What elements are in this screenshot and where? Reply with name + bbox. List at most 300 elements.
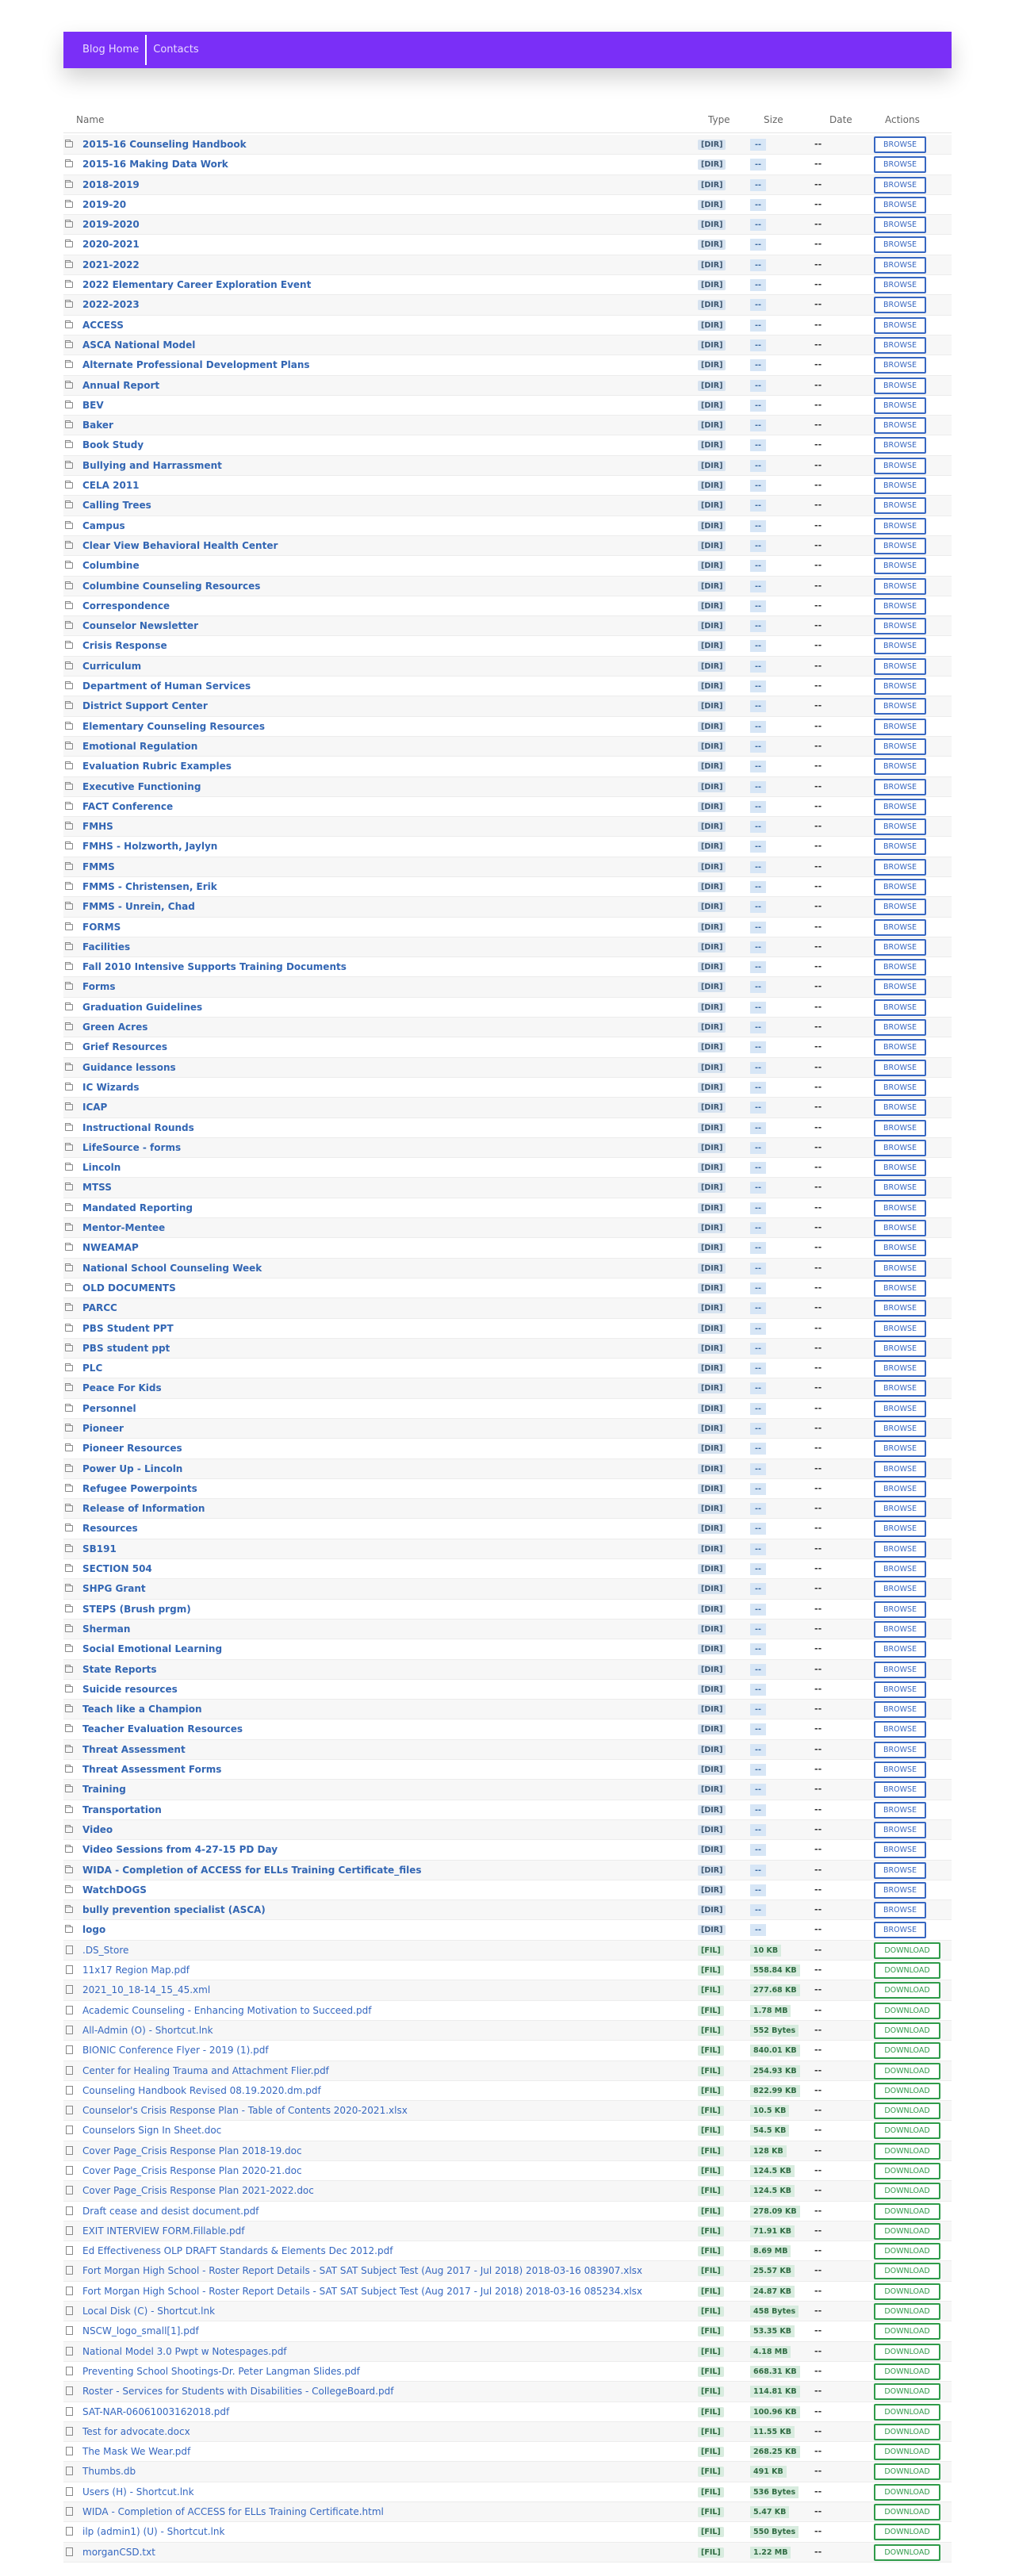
file-name-link[interactable]: Fort Morgan High School - Roster Report Details - SAT SAT Subject Test (Aug 2017 - Jul 2018) 2018-03-16 083907.xlsx — [82, 2265, 643, 2277]
directory-name-link[interactable]: 2019-20 — [82, 198, 127, 210]
file-name-link[interactable]: All-Admin (O) - Shortcut.lnk — [82, 2024, 213, 2036]
folder-icon — [65, 182, 73, 188]
size-badge: -- — [750, 1062, 766, 1074]
directory-name-link[interactable]: District Support Center — [82, 700, 208, 712]
file-name-link[interactable]: Ed Effectiveness OLP DRAFT Standards & Elements Dec 2012.pdf — [82, 2245, 393, 2257]
directory-name-link[interactable]: Bullying and Harrassment — [82, 459, 222, 471]
file-name-link[interactable]: Academic Counseling - Enhancing Motivation to Succeed.pdf — [82, 2004, 372, 2016]
download-button[interactable]: DOWNLOAD — [874, 2003, 940, 2019]
browse-button[interactable]: BROWSE — [874, 1922, 926, 1938]
file-name-link[interactable]: WIDA - Completion of ACCESS for ELLs Training Certificate.html — [82, 2506, 384, 2518]
directory-name-link[interactable]: Curriculum — [82, 660, 142, 672]
browse-button[interactable]: BROWSE — [874, 1079, 926, 1096]
browse-button[interactable]: BROWSE — [874, 1280, 926, 1297]
directory-name-link[interactable]: Personnel — [82, 1402, 136, 1414]
file-name-link[interactable]: SAT-NAR-06061003162018.pdf — [82, 2405, 230, 2417]
directory-name-link[interactable]: Annual Report — [82, 379, 160, 391]
browse-button[interactable]: BROWSE — [874, 337, 926, 354]
download-button[interactable]: DOWNLOAD — [874, 2303, 940, 2320]
directory-name-link[interactable]: Mentor-Mentee — [82, 1222, 166, 1234]
directory-name-link[interactable]: Green Acres — [82, 1022, 148, 1033]
browse-button[interactable]: BROWSE — [874, 678, 926, 695]
browse-button[interactable]: BROWSE — [874, 217, 926, 233]
directory-name-link[interactable]: Lincoln — [82, 1162, 121, 1174]
type-badge: [DIR] — [698, 1584, 726, 1594]
directory-name-link[interactable]: SB191 — [82, 1543, 117, 1554]
date-value: -- — [814, 1182, 822, 1193]
download-button[interactable]: DOWNLOAD — [874, 2404, 940, 2421]
file-name-link[interactable]: Roster - Services for Students with Disabilities - CollegeBoard.pdf — [82, 2386, 394, 2398]
directory-name-link[interactable]: PBS Student PPT — [82, 1322, 174, 1334]
size-badge: -- — [750, 1242, 766, 1254]
type-badge: [DIR] — [698, 661, 726, 672]
directory-name-link[interactable]: bully prevention specialist (ASCA) — [82, 1904, 266, 1916]
download-button[interactable]: DOWNLOAD — [874, 2122, 940, 2139]
header-name[interactable]: Name — [76, 114, 105, 125]
download-button[interactable]: DOWNLOAD — [874, 1962, 940, 1979]
directory-name-link[interactable]: CELA 2011 — [82, 480, 140, 492]
size-badge: -- — [750, 380, 766, 392]
size-badge: -- — [750, 1804, 766, 1816]
type-badge: [DIR] — [698, 1805, 726, 1815]
browse-button[interactable]: BROWSE — [874, 1321, 926, 1337]
browse-button[interactable]: BROWSE — [874, 1822, 926, 1838]
folder-icon — [65, 342, 73, 348]
directory-name-link[interactable]: Columbine — [82, 560, 140, 572]
download-button[interactable]: DOWNLOAD — [874, 2063, 940, 2080]
download-button[interactable]: DOWNLOAD — [874, 2042, 940, 2059]
download-button[interactable]: DOWNLOAD — [874, 2022, 940, 2039]
file-name-link[interactable]: morganCSD.txt — [82, 2546, 155, 2558]
type-badge: [FIL] — [698, 1985, 724, 1995]
browse-button[interactable]: BROWSE — [874, 236, 926, 253]
file-name-link[interactable]: Cover Page_Crisis Response Plan 2018-19.doc — [82, 2145, 302, 2156]
directory-name-link[interactable]: Book Study — [82, 439, 144, 451]
browse-button[interactable]: BROWSE — [874, 979, 926, 995]
file-name-link[interactable]: EXIT INTERVIEW FORM.Fillable.pdf — [82, 2225, 245, 2237]
directory-name-link[interactable]: Suicide resources — [82, 1683, 178, 1695]
type-badge: [DIR] — [698, 1624, 726, 1635]
browse-button[interactable]: BROWSE — [874, 538, 926, 554]
browse-button[interactable]: BROWSE — [874, 1200, 926, 1217]
size-badge: -- — [750, 600, 766, 612]
browse-button[interactable]: BROWSE — [874, 1160, 926, 1176]
directory-name-link[interactable]: FORMS — [82, 921, 121, 933]
directory-name-link[interactable]: 2018-2019 — [82, 178, 140, 190]
directory-name-link[interactable]: Transportation — [82, 1804, 162, 1815]
directory-name-link[interactable]: PARCC — [82, 1302, 117, 1314]
directory-row — [63, 1278, 952, 1298]
date-value: -- — [814, 1704, 822, 1715]
directory-name-link[interactable]: FMHS - Holzworth, Jaylyn — [82, 841, 218, 853]
file-name-link[interactable]: Cover Page_Crisis Response Plan 2021-2022.doc — [82, 2185, 314, 2197]
directory-name-link[interactable]: Department of Human Services — [82, 680, 251, 692]
date-value: -- — [814, 2365, 822, 2376]
directory-name-link[interactable]: BEV — [82, 399, 104, 411]
browse-button[interactable]: BROWSE — [874, 136, 926, 153]
download-button[interactable]: DOWNLOAD — [874, 2223, 940, 2240]
browse-button[interactable]: BROWSE — [874, 177, 926, 194]
browse-button[interactable]: BROWSE — [874, 1099, 926, 1116]
directory-name-link[interactable]: PLC — [82, 1363, 103, 1374]
directory-name-link[interactable]: STEPS (Brush prgm) — [82, 1603, 191, 1615]
type-badge: [DIR] — [698, 761, 726, 772]
browse-button[interactable]: BROWSE — [874, 919, 926, 936]
size-badge: -- — [750, 439, 766, 451]
directory-name-link[interactable]: Social Emotional Learning — [82, 1643, 223, 1655]
file-name-link[interactable]: Preventing School Shootings-Dr. Peter Langman Slides.pdf — [82, 2365, 360, 2377]
browse-button[interactable]: BROWSE — [874, 1862, 926, 1879]
directory-name-link[interactable]: Alternate Professional Development Plans — [82, 359, 310, 371]
directory-name-link[interactable]: LifeSource - forms — [82, 1141, 182, 1153]
download-button[interactable]: DOWNLOAD — [874, 2363, 940, 2380]
directory-name-link[interactable]: Sherman — [82, 1623, 131, 1635]
browse-button[interactable]: BROWSE — [874, 357, 926, 374]
file-name-link[interactable]: BIONIC Conference Flyer - 2019 (1).pdf — [82, 2045, 269, 2057]
download-button[interactable]: DOWNLOAD — [874, 2323, 940, 2340]
size-badge: -- — [750, 1022, 766, 1033]
file-name-link[interactable]: Test for advocate.docx — [82, 2425, 190, 2437]
directory-name-link[interactable]: 2015-16 Making Data Work — [82, 159, 228, 171]
type-badge: [DIR] — [698, 1223, 726, 1233]
browse-button[interactable]: BROWSE — [874, 1802, 926, 1819]
directory-name-link[interactable]: WIDA - Completion of ACCESS for ELLs Training Certificate_files — [82, 1864, 422, 1876]
type-badge: [DIR] — [698, 841, 726, 852]
file-name-link[interactable]: .DS_Store — [82, 1944, 129, 1956]
browse-button[interactable]: BROWSE — [874, 1561, 926, 1577]
directory-name-link[interactable]: WatchDOGS — [82, 1884, 147, 1896]
directory-name-link[interactable]: Pioneer Resources — [82, 1443, 182, 1455]
header-size[interactable]: Size — [764, 114, 783, 125]
file-name-link[interactable]: ilp (admin1) (U) - Shortcut.lnk — [82, 2526, 225, 2538]
directory-name-link[interactable]: MTSS — [82, 1182, 112, 1194]
browse-button[interactable]: BROWSE — [874, 1662, 926, 1678]
date-value: -- — [814, 1764, 822, 1775]
file-icon — [66, 2427, 73, 2436]
size-badge: 54.5 KB — [750, 2125, 789, 2137]
file-name-link[interactable]: Counselors Sign In Sheet.doc — [82, 2125, 222, 2137]
download-button[interactable]: DOWNLOAD — [874, 2524, 940, 2540]
browse-button[interactable]: BROWSE — [874, 1461, 926, 1478]
browse-button[interactable]: BROWSE — [874, 758, 926, 775]
directory-name-link[interactable]: Facilities — [82, 941, 131, 953]
directory-name-link[interactable]: Mandated Reporting — [82, 1202, 193, 1213]
directory-name-link[interactable]: FMHS — [82, 821, 113, 833]
browse-button[interactable]: BROWSE — [874, 437, 926, 454]
directory-name-link[interactable]: SHPG Grant — [82, 1583, 146, 1595]
nav-contacts-link[interactable]: Contacts — [153, 44, 199, 56]
directory-name-link[interactable]: Pioneer — [82, 1423, 124, 1434]
directory-row — [63, 1780, 952, 1800]
browse-button[interactable]: BROWSE — [874, 1019, 926, 1036]
type-badge: [DIR] — [698, 1845, 726, 1855]
directory-name-link[interactable]: Instructional Rounds — [82, 1121, 194, 1133]
directory-name-link[interactable]: Refugee Powerpoints — [82, 1482, 197, 1494]
browse-button[interactable]: BROWSE — [874, 1440, 926, 1457]
file-name-link[interactable]: Local Disk (C) - Shortcut.lnk — [82, 2306, 216, 2317]
browse-button[interactable]: BROWSE — [874, 1420, 926, 1437]
file-name-link[interactable]: The Mask We Wear.pdf — [82, 2446, 191, 2458]
date-value: -- — [814, 841, 822, 852]
folder-icon — [65, 1926, 73, 1933]
directory-name-link[interactable]: SECTION 504 — [82, 1563, 152, 1575]
browse-button[interactable]: BROWSE — [874, 638, 926, 654]
browse-button[interactable]: BROWSE — [874, 859, 926, 876]
browse-button[interactable]: BROWSE — [874, 1761, 926, 1778]
browse-button[interactable]: BROWSE — [874, 1902, 926, 1919]
download-button[interactable]: DOWNLOAD — [874, 2183, 940, 2199]
browse-button[interactable]: BROWSE — [874, 1360, 926, 1377]
directory-name-link[interactable]: Guidance lessons — [82, 1061, 176, 1073]
directory-name-link[interactable]: National School Counseling Week — [82, 1262, 262, 1274]
folder-icon — [65, 141, 73, 148]
browse-button[interactable]: BROWSE — [874, 738, 926, 755]
directory-name-link[interactable]: Video Sessions from 4-27-15 PD Day — [82, 1844, 278, 1856]
directory-name-link[interactable]: Video — [82, 1823, 113, 1835]
browse-button[interactable]: BROWSE — [874, 257, 926, 274]
directory-name-link[interactable]: Graduation Guidelines — [82, 1001, 203, 1013]
directory-name-link[interactable]: Calling Trees — [82, 500, 151, 512]
browse-button[interactable]: BROWSE — [874, 1140, 926, 1156]
date-value: -- — [814, 981, 822, 992]
download-button[interactable]: DOWNLOAD — [874, 2243, 940, 2260]
directory-name-link[interactable]: ASCA National Model — [82, 339, 196, 351]
browse-button[interactable]: BROWSE — [874, 458, 926, 474]
browse-button[interactable]: BROWSE — [874, 1781, 926, 1798]
directory-name-link[interactable]: 2022-2023 — [82, 299, 140, 311]
file-name-link[interactable]: Draft cease and desist document.pdf — [82, 2205, 259, 2217]
browse-button[interactable]: BROWSE — [874, 999, 926, 1016]
directory-name-link[interactable]: Resources — [82, 1523, 138, 1535]
directory-name-link[interactable]: PBS student ppt — [82, 1342, 170, 1354]
file-name-link[interactable]: National Model 3.0 Pwpt w Notespages.pdf — [82, 2345, 287, 2357]
browse-button[interactable]: BROWSE — [874, 698, 926, 715]
browse-button[interactable]: BROWSE — [874, 598, 926, 615]
directory-name-link[interactable]: Executive Functioning — [82, 780, 201, 792]
header-date[interactable]: Date — [829, 114, 852, 125]
folder-icon — [65, 1706, 73, 1712]
file-name-link[interactable]: Cover Page_Crisis Response Plan 2020-21.doc — [82, 2164, 302, 2176]
file-name-link[interactable]: Counselor's Crisis Response Plan - Table of Contents 2020-2021.xlsx — [82, 2105, 408, 2117]
browse-button[interactable]: BROWSE — [874, 879, 926, 895]
directory-name-link[interactable]: Columbine Counseling Resources — [82, 580, 261, 592]
browse-button[interactable]: BROWSE — [874, 558, 926, 574]
download-button[interactable]: DOWNLOAD — [874, 1942, 940, 1959]
browse-button[interactable]: BROWSE — [874, 1641, 926, 1658]
directory-name-link[interactable]: Correspondence — [82, 600, 170, 611]
directory-name-link[interactable]: ACCESS — [82, 319, 124, 331]
date-value: -- — [814, 1944, 822, 1955]
browse-button[interactable]: BROWSE — [874, 1260, 926, 1277]
download-button[interactable]: DOWNLOAD — [874, 2504, 940, 2520]
directory-name-link[interactable]: 2020-2021 — [82, 239, 140, 251]
browse-button[interactable]: BROWSE — [874, 397, 926, 414]
download-button[interactable]: DOWNLOAD — [874, 2203, 940, 2220]
directory-row — [63, 456, 952, 476]
browse-button[interactable]: BROWSE — [874, 497, 926, 514]
directory-name-link[interactable]: Emotional Regulation — [82, 740, 198, 752]
directory-name-link[interactable]: 2015-16 Counseling Handbook — [82, 139, 247, 150]
browse-button[interactable]: BROWSE — [874, 1520, 926, 1537]
directory-name-link[interactable]: Crisis Response — [82, 640, 167, 652]
download-button[interactable]: DOWNLOAD — [874, 2103, 940, 2119]
directory-name-link[interactable]: Threat Assessment — [82, 1743, 186, 1755]
directory-name-link[interactable]: Fall 2010 Intensive Supports Training Documents — [82, 961, 347, 973]
browse-button[interactable]: BROWSE — [874, 1721, 926, 1738]
date-value: -- — [814, 2245, 822, 2256]
browse-button[interactable]: BROWSE — [874, 1501, 926, 1517]
directory-name-link[interactable]: Peace For Kids — [82, 1382, 162, 1394]
browse-button[interactable]: BROWSE — [874, 1340, 926, 1357]
browse-button[interactable]: BROWSE — [874, 899, 926, 915]
browse-button[interactable]: BROWSE — [874, 1842, 926, 1858]
file-name-link[interactable]: Thumbs.db — [82, 2466, 136, 2478]
size-badge: -- — [750, 1744, 766, 1756]
directory-name-link[interactable]: 2019-2020 — [82, 219, 140, 231]
folder-icon — [65, 1004, 73, 1010]
type-badge: [DIR] — [698, 982, 726, 992]
directory-name-link[interactable]: Teach like a Champion — [82, 1704, 202, 1715]
type-badge: [DIR] — [698, 1123, 726, 1133]
download-button[interactable]: DOWNLOAD — [874, 2484, 940, 2501]
directory-name-link[interactable]: Evaluation Rubric Examples — [82, 761, 232, 772]
browse-button[interactable]: BROWSE — [874, 378, 926, 394]
file-name-link[interactable]: Counseling Handbook Revised 08.19.2020.dm.pdf — [82, 2084, 321, 2096]
browse-button[interactable]: BROWSE — [874, 1039, 926, 1056]
directory-row — [63, 1539, 952, 1559]
download-button[interactable]: DOWNLOAD — [874, 2463, 940, 2480]
file-name-link[interactable]: 2021_10_18-14_15_45.xml — [82, 1984, 211, 1996]
browse-button[interactable]: BROWSE — [874, 1120, 926, 1137]
browse-button[interactable]: BROWSE — [874, 1240, 926, 1256]
file-icon — [66, 2126, 73, 2134]
browse-button[interactable]: BROWSE — [874, 1220, 926, 1236]
file-name-link[interactable]: Fort Morgan High School - Roster Report Details - SAT SAT Subject Test (Aug 2017 - Jul 2018) 2018-03-16 085234.xlsx — [82, 2285, 643, 2297]
folder-icon — [65, 703, 73, 709]
directory-name-link[interactable]: Threat Assessment Forms — [82, 1764, 222, 1776]
directory-name-link[interactable]: FMMS - Christensen, Erik — [82, 880, 217, 892]
nav-blog-home-link[interactable]: Blog Home — [82, 44, 140, 56]
download-button[interactable]: DOWNLOAD — [874, 2283, 940, 2300]
browse-button[interactable]: BROWSE — [874, 1701, 926, 1718]
browse-button[interactable]: BROWSE — [874, 297, 926, 313]
file-name-link[interactable]: Users (H) - Shortcut.lnk — [82, 2486, 194, 2497]
date-value: -- — [814, 1041, 822, 1052]
browse-button[interactable]: BROWSE — [874, 1481, 926, 1497]
download-button[interactable]: DOWNLOAD — [874, 2383, 940, 2400]
download-button[interactable]: DOWNLOAD — [874, 2263, 940, 2279]
directory-name-link[interactable]: Baker — [82, 420, 113, 431]
browse-button[interactable]: BROWSE — [874, 417, 926, 434]
directory-row — [63, 977, 952, 997]
header-type[interactable]: Type — [708, 114, 730, 125]
directory-row — [63, 1098, 952, 1117]
browse-button[interactable]: BROWSE — [874, 1541, 926, 1558]
directory-name-link[interactable]: Release of Information — [82, 1503, 205, 1515]
browse-button[interactable]: BROWSE — [874, 1681, 926, 1698]
browse-button[interactable]: BROWSE — [874, 1300, 926, 1317]
directory-name-link[interactable]: 2021-2022 — [82, 259, 140, 270]
browse-button[interactable]: BROWSE — [874, 658, 926, 675]
size-badge: 24.87 KB — [750, 2286, 795, 2298]
browse-button[interactable]: BROWSE — [874, 1621, 926, 1638]
directory-name-link[interactable]: FACT Conference — [82, 800, 174, 812]
download-button[interactable]: DOWNLOAD — [874, 2163, 940, 2179]
directory-name-link[interactable]: ICAP — [82, 1102, 108, 1114]
browse-button[interactable]: BROWSE — [874, 719, 926, 735]
directory-name-link[interactable]: Power Up - Lincoln — [82, 1462, 183, 1474]
file-name-link[interactable]: 11x17 Region Map.pdf — [82, 1965, 190, 1976]
file-name-link[interactable]: Center for Healing Trauma and Attachment Flier.pdf — [82, 2064, 329, 2076]
browse-button[interactable]: BROWSE — [874, 1060, 926, 1076]
directory-name-link[interactable]: Training — [82, 1784, 126, 1796]
browse-button[interactable]: BROWSE — [874, 799, 926, 815]
directory-name-link[interactable]: FMMS — [82, 861, 115, 872]
browse-button[interactable]: BROWSE — [874, 838, 926, 855]
download-button[interactable]: DOWNLOAD — [874, 1982, 940, 1999]
file-name-link[interactable]: NSCW_logo_small[1].pdf — [82, 2325, 199, 2337]
directory-name-link[interactable]: IC Wizards — [82, 1081, 140, 1093]
browse-button[interactable]: BROWSE — [874, 1401, 926, 1417]
download-button[interactable]: DOWNLOAD — [874, 2424, 940, 2440]
directory-name-link[interactable]: Campus — [82, 519, 125, 531]
browse-button[interactable]: BROWSE — [874, 939, 926, 956]
size-badge: -- — [750, 1865, 766, 1876]
browse-button[interactable]: BROWSE — [874, 317, 926, 334]
browse-button[interactable]: BROWSE — [874, 578, 926, 595]
download-button[interactable]: DOWNLOAD — [874, 2344, 940, 2360]
directory-name-link[interactable]: OLD DOCUMENTS — [82, 1282, 176, 1294]
download-button[interactable]: DOWNLOAD — [874, 2143, 940, 2160]
directory-name-link[interactable]: Forms — [82, 981, 116, 993]
browse-button[interactable]: BROWSE — [874, 477, 926, 494]
browse-button[interactable]: BROWSE — [874, 1581, 926, 1597]
date-value: -- — [814, 901, 822, 912]
download-button[interactable]: DOWNLOAD — [874, 2083, 940, 2099]
browse-button[interactable]: BROWSE — [874, 197, 926, 213]
browse-button[interactable]: BROWSE — [874, 779, 926, 795]
directory-name-link[interactable]: Clear View Behavioral Health Center — [82, 539, 278, 551]
browse-button[interactable]: BROWSE — [874, 959, 926, 976]
directory-name-link[interactable]: Counselor Newsletter — [82, 620, 199, 632]
download-button[interactable]: DOWNLOAD — [874, 2544, 940, 2561]
download-button[interactable]: DOWNLOAD — [874, 2444, 940, 2460]
directory-name-link[interactable]: NWEAMAP — [82, 1242, 139, 1254]
directory-name-link[interactable]: State Reports — [82, 1663, 157, 1675]
directory-name-link[interactable]: 2022 Elementary Career Exploration Event — [82, 279, 312, 291]
browse-button[interactable]: BROWSE — [874, 277, 926, 293]
directory-name-link[interactable]: FMMS - Unrein, Chad — [82, 901, 195, 913]
folder-icon — [65, 1505, 73, 1512]
directory-name-link[interactable]: Teacher Evaluation Resources — [82, 1723, 243, 1735]
browse-button[interactable]: BROWSE — [874, 1742, 926, 1758]
file-row — [63, 2502, 952, 2522]
folder-icon — [65, 1345, 73, 1351]
browse-button[interactable]: BROWSE — [874, 156, 926, 173]
directory-name-link[interactable]: Elementary Counseling Resources — [82, 720, 265, 732]
browse-button[interactable]: BROWSE — [874, 1601, 926, 1618]
directory-name-link[interactable]: logo — [82, 1924, 106, 1936]
directory-name-link[interactable]: Grief Resources — [82, 1041, 168, 1053]
browse-button[interactable]: BROWSE — [874, 518, 926, 535]
browse-button[interactable]: BROWSE — [874, 1380, 926, 1397]
directory-row — [63, 1820, 952, 1840]
browse-button[interactable]: BROWSE — [874, 618, 926, 634]
size-badge: -- — [750, 279, 766, 291]
browse-button[interactable]: BROWSE — [874, 1882, 926, 1899]
browse-button[interactable]: BROWSE — [874, 1179, 926, 1196]
browse-button[interactable]: BROWSE — [874, 818, 926, 835]
